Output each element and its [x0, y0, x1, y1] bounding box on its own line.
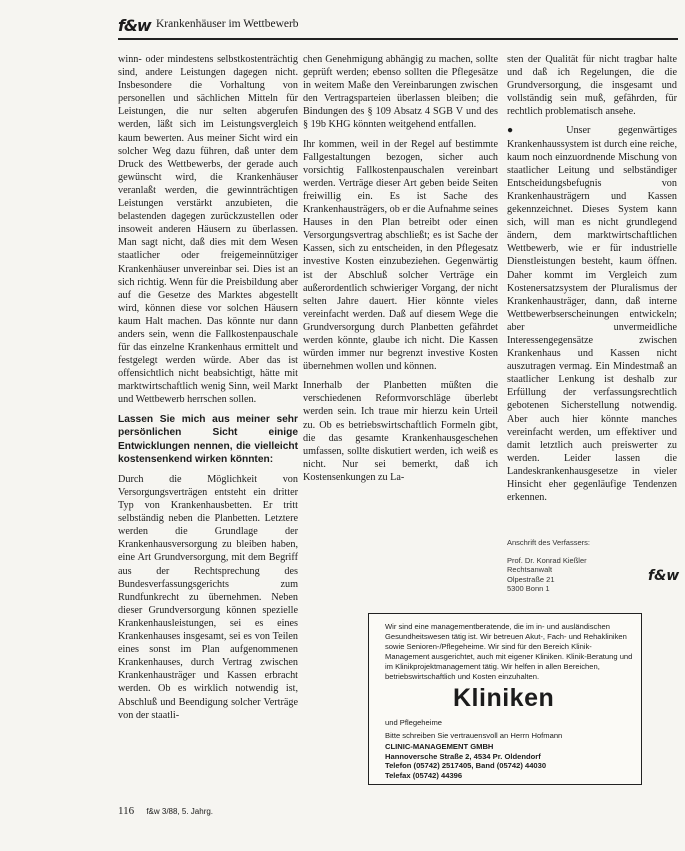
ad-headline: Kliniken: [453, 684, 555, 712]
ad-body: Wir sind eine managementberatende, die im in- und ausländischen Gesundheitswesen tätig ist. Wir betreuen Akut-, Fach- und Rehakliniken sowie Senioren-/Pflegeheime. Wir sind für den Bereich Klinik-Management ausgerichtet, auch mit eigener Kliniken. Klinik-Beratung und im Klinikprojektmanagement tätig. Wir helfen in allen Bereichen, betriebswirtschaftlich und Kosten einzuhalten.: [385, 622, 633, 682]
ad-subline: und Pflegeheime: [385, 718, 442, 727]
paragraph: Ihr kommen, weil in der Regel auf bestimmte Fallgestaltungen bezogen, sicher auch vorsichtig Fallkostenpauschalen vereinbart werden. Verträge dieser Art geben beide Seiten freiwillig ein. Es ist Sache des Krankenhausträgers, ob er die Aufnahme seines Hauses in den Plan betreibt oder einen Versorgungsvertrag abschließt; es ist Sache der Kassen, sich zu entscheiden, in den Pflegesatz investive Kosten einzubeziehen. Gegenwärtig ist der Abschluß solcher Verträge ein außerordentlich schwieriger Vorgang, der nicht selten Jahre dauert. Hier könnte vieles vereinfacht werden. Daß auf diesem Wege die Grundversorgung durch Planbetten gefährdet werden könnte, glaube ich nicht. Die Kassen würden immer nur begrenzt investive Kosten übernehmen wollen und können.: [303, 138, 498, 373]
paragraph: sten der Qualität für nicht tragbar halte und daß ich Regelungen, die die Grundversorgung, die insgesamt und vollständig sein muß, gefährden, für rechtlich problematisch ansehe.: [507, 54, 677, 118]
ad-phone: Telefon (05742) 2517405, Band (05742) 44030: [385, 761, 547, 771]
author-label: Anschrift des Verfassers:: [507, 538, 590, 547]
ad-fax: Telefax (05742) 44396: [385, 770, 463, 780]
page-number: 116: [118, 805, 135, 817]
author-name: Prof. Dr. Konrad Kießler: [507, 555, 587, 565]
ad-company-block: [385, 742, 625, 780]
paragraph: Durch die Möglichkeit von Versorgungsverträgen entsteht ein dritter Typ von Krankenhausbetten. Er tritt selbständig neben die Planbetten. Letztere werden die Grundlage der Krankenhausversorgung zu bleiben haben, eine Art Grundversorgung, mit dem Begriff aus der Rechtsprechung des Bundesverfassungsgerichts zum Rundfunkrecht zu übernehmen. Neben dieser Grundversorgung können spezielle Krankenhausleistungen, sei es eines Krankenhauses insgesamt, sei es von Teilen eines sonst im Plan aufgenommenen Krankenhauses, durch Vertrag zwischen Krankenhausträger und Kassen erbracht werden. Ob es wirklich notwendig ist, Abschluß und Beendigung solcher Verträge von der staatli-: [118, 473, 298, 721]
end-logo: f&w: [648, 568, 680, 584]
ad-company-name: CLINIC-MANAGEMENT GMBH: [385, 742, 494, 751]
journal-logo: f&w: [118, 16, 151, 35]
page-header: [118, 14, 678, 38]
question-bold: Lassen Sie mich aus meiner sehr persönlichen Sicht einige Entwicklungen nennen, die vielleicht kostensenkend wirken könnten:: [118, 413, 298, 466]
author-line: 5300 Bonn 1: [507, 584, 550, 593]
text-column-3: [507, 53, 677, 510]
running-head-title: Krankenhäuser im Wettbewerb: [156, 18, 299, 30]
author-address: [507, 538, 667, 594]
text-column-2: [303, 53, 498, 490]
paragraph: Innerhalb der Planbetten müßten die verschiedenen Reformvorschläge überlebt werden sein. Ich traue mir hierzu kein Urteil zu. Ob es betriebswirtschaftlich Formeln gibt, die das gesamte Krankenhausgeschehen umfassen, sollte diskutiert werden, ich weiß es nicht. Nur sei bemerkt, daß ich Kostensenkungen zu La-: [303, 380, 498, 483]
ad-address: Hannoversche Straße 2, 4534 Pr. Oldendorf: [385, 751, 541, 761]
paragraph: winn- oder mindestens selbstkostenträchtig sind, andere Leistungen dagegen nicht. Insbesondere die Vorhaltung von personellen und sächlichen Mitteln für Leistungen, die nur selten abgerufen werden, läßt sich im Leistungsvergleich kaum bewerten. Aus meiner Sicht wird ein solcher Weg dazu führen, daß unter dem Druck des Wettbewerbs, der gerade auch gewünscht wird, die Krankenhäuser veranlaßt werden, die gewinnträchtigen Leistungen verstärkt anzubieten, die belastenden dagegen zurückzustellen oder insoweit anderen Häusern zu überlassen. Man sagt nicht, daß dies mit dem Wesen staatlicher oder freigemeinnütziger Krankenhäuser unvereinbar sei. Dies ist an sich richtig. Wenn für die Preisbildung aber auf die Gesetze des Marktes abgestellt wird, können diese vor solchen Häusern kaum Halt machen. Das könnte nur dann anders sein, wenn die Fallkostenpauschale für das einzelne Krankenhaus ermittelt und festgelegt werden würde. Aber das ist offensichtlich nicht beabsichtigt, hätte mit marktwirtschaftlich wenig Sinn, weil Markt und Wettbewerb herrschen sollen.: [118, 54, 298, 406]
issue-info: f&w 3/88, 5. Jahrg.: [146, 807, 214, 816]
advertisement-box: [368, 613, 642, 785]
author-line: Olpestraße 21: [507, 574, 555, 584]
header-rule: [118, 38, 678, 40]
page-footer: [118, 805, 213, 817]
paragraph: ● Unser gegenwärtiges Krankenhaussystem ist durch eine reiche, kaum noch einzuordnende Mischung von staatlicher Leitung und selbständiger Entscheidungsbefugnis von Krankenhausträgern und Kassen gekennzeichnet. Dieses System kann sich, will man es nicht grundlegend ändern, dem marktwirtschaftlichen Wettbewerb, wie er für industrielle Dienstleistungen besteht, kaum öffnen. Daher kommt im Vergleich zum Kostenersatzsystem der Pluralismus der Krankenhausträger, dann, daß interne Wettbewerbserscheinungen entwickeln; aber unvermeidliche Interessengegensätze zwischen Krankenhaus und Kassen nicht auszutragen vermag. Ein Mindestmaß an staatlicher Lenkung ist deshalb zur Erfüllung der verfassungsrechtlich gebotenen Sicherstellung notwendig. Aber auch hier könnte manches vereinfacht werden, um effektiver und damit letztlich auch preiswerter zu werden. Leider lassen die Landeskrankenhausgesetze in vieler Hinsicht eher gegenläufige Tendenzen erkennen.: [507, 125, 677, 504]
paragraph: chen Genehmigung abhängig zu machen, sollte geprüft werden; ebenso sollten die Pflegesätze in weitem Maße den Vereinbarungen zwischen den Vertragsparteien überlassen bleiben; die Bindungen des § 109 Absatz 4 SGB V und des § 19b KHG könnten weitgehend entfallen.: [303, 54, 498, 131]
author-line: Rechtsanwalt: [507, 565, 553, 574]
text-column-1: [118, 53, 298, 728]
ad-contact-line: Bitte schreiben Sie vertrauensvoll an Herrn Hofmann: [385, 731, 563, 740]
